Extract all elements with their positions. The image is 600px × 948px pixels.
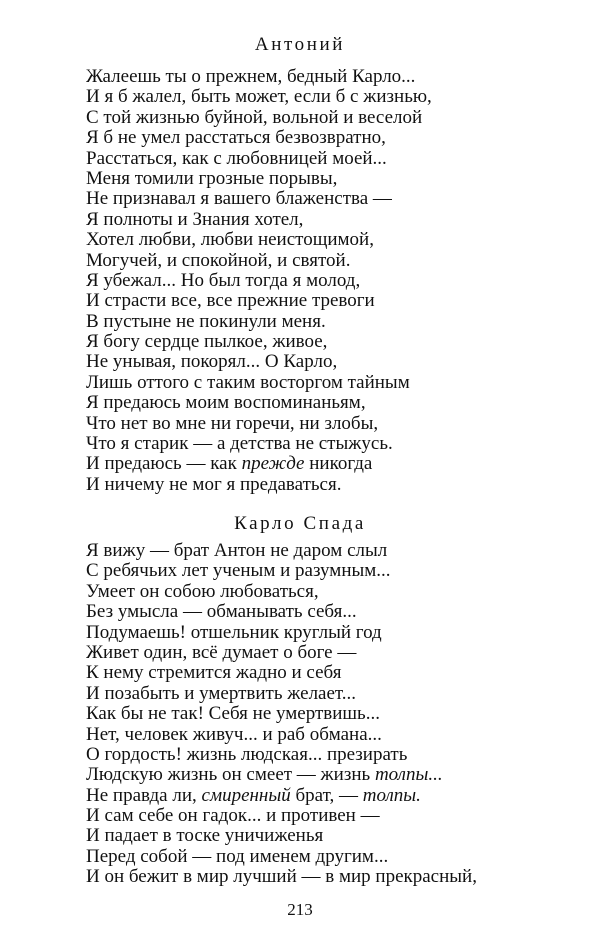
verse-line (86, 806, 586, 826)
verse-text: И сам себе он гадок... и противен — (86, 805, 380, 827)
verse-line (86, 561, 586, 581)
verse-line (86, 189, 586, 209)
verse-text: Живет один, всё думает о боге — (86, 641, 357, 663)
verse-text: И предаюсь — как (86, 453, 242, 475)
verse-text: Расстаться, как с любовницей моей... (86, 147, 387, 169)
speaker-heading-carlo-spada: Карло Спада (234, 513, 366, 534)
verse-text: Не правда ли, (86, 784, 202, 806)
verse-line (86, 684, 586, 704)
verse-text: Жалеешь ты о прежнем, бедный Карло... (86, 66, 416, 87)
verse-line (86, 454, 586, 474)
verse-text: И позабыть и умертвить желает... (86, 682, 357, 704)
verse-text: Умеет он собою любоваться, (86, 580, 319, 602)
verse-line (86, 312, 586, 332)
verse-text: Перед собой — под именем другим... (86, 845, 389, 867)
verse-line (86, 169, 586, 189)
verse-text: Без умысла — обманывать себя... (86, 601, 357, 623)
verse-text: Лишь оттого с таким восторгом тайным (86, 371, 410, 393)
verse-line (86, 541, 586, 561)
verse-line (86, 704, 586, 724)
verse-emphasis: смиренный (201, 784, 291, 806)
verse-text: Что я старик — а детства не стыжусь. (86, 433, 393, 455)
verse-line (86, 291, 586, 311)
verse-text: О гордость! жизнь людская... презирать (86, 743, 408, 765)
verse-text: Я б не умел расстаться безвозвратно, (86, 127, 386, 149)
verse-line (86, 393, 586, 413)
verse-line (86, 108, 586, 128)
verse-line (86, 826, 586, 846)
verse-text: И я б жалел, быть может, если б с жизнью, (86, 86, 432, 108)
verse-text: С той жизнью буйной, вольной и веселой (86, 106, 423, 128)
verse-text: Я богу сердце пылкое, живое, (86, 331, 328, 353)
verse-line (86, 67, 586, 87)
verse-text: Я полноты и Знания хотел, (86, 208, 304, 230)
stanza-antony (86, 67, 586, 495)
verse-line (86, 373, 586, 393)
verse-text: Не унывая, покорял... О Карло, (86, 351, 338, 373)
verse-text: Я убежал... Но был тогда я молод, (86, 269, 361, 291)
verse-line (86, 786, 586, 806)
verse-line (86, 725, 586, 745)
verse-line (86, 352, 586, 372)
verse-line (86, 847, 586, 867)
speaker-heading-antony: Антоний (254, 34, 346, 55)
verse-line (86, 475, 586, 495)
verse-line (86, 602, 586, 622)
verse-emphasis: толпы. (362, 784, 421, 806)
verse-text: брат, — (290, 784, 363, 806)
verse-text: никогда (304, 453, 373, 475)
verse-line (86, 582, 586, 602)
verse-line (86, 87, 586, 107)
verse-text: И он бежит в мир лучший — в мир прекрасный, (86, 866, 477, 888)
stanza-carlo-spada (86, 541, 586, 888)
page-number: 213 (287, 900, 313, 919)
verse-line (86, 128, 586, 148)
verse-line (86, 332, 586, 352)
verse-line (86, 663, 586, 683)
verse-line (86, 149, 586, 169)
verse-text: Что нет во мне ни горечи, ни злобы, (86, 412, 379, 434)
verse-text: Могучей, и спокойной, и святой. (86, 249, 351, 271)
verse-text: С ребячьих лет ученым и разумным... (86, 560, 391, 582)
verse-line (86, 765, 586, 785)
verse-line (86, 210, 586, 230)
verse-text: Нет, человек живуч... и раб обмана... (86, 723, 382, 745)
verse-text: В пустыне не покинули меня. (86, 310, 326, 332)
verse-text: К нему стремится жадно и себя (86, 662, 342, 684)
verse-line (86, 271, 586, 291)
verse-text: И падает в тоске уничиженья (86, 825, 324, 847)
verse-line (86, 434, 586, 454)
verse-line (86, 623, 586, 643)
verse-text: Хотел любви, любви неистощимой, (86, 229, 374, 251)
verse-text: Я вижу — брат Антон не даром слыл (86, 540, 388, 561)
verse-text: Я предаюсь моим воспоминаньям, (86, 392, 366, 414)
verse-line (86, 643, 586, 663)
verse-text: Подумаешь! отшельник круглый год (86, 621, 382, 643)
verse-text: Не признавал я вашего блаженства — (86, 188, 392, 210)
verse-line (86, 414, 586, 434)
verse-text: Меня томили грозные порывы, (86, 167, 338, 189)
verse-text: Людскую жизнь он смеет — жизнь (86, 764, 375, 786)
verse-line (86, 251, 586, 271)
verse-emphasis: прежде (241, 453, 305, 475)
verse-text: И страсти все, все прежние тревоги (86, 290, 375, 312)
verse-emphasis: толпы... (374, 764, 443, 786)
verse-line (86, 230, 586, 250)
verse-line (86, 867, 586, 887)
verse-text: И ничему не мог я предаваться. (86, 473, 342, 495)
verse-line (86, 745, 586, 765)
verse-text: Как бы не так! Себя не умертвишь... (86, 703, 380, 725)
